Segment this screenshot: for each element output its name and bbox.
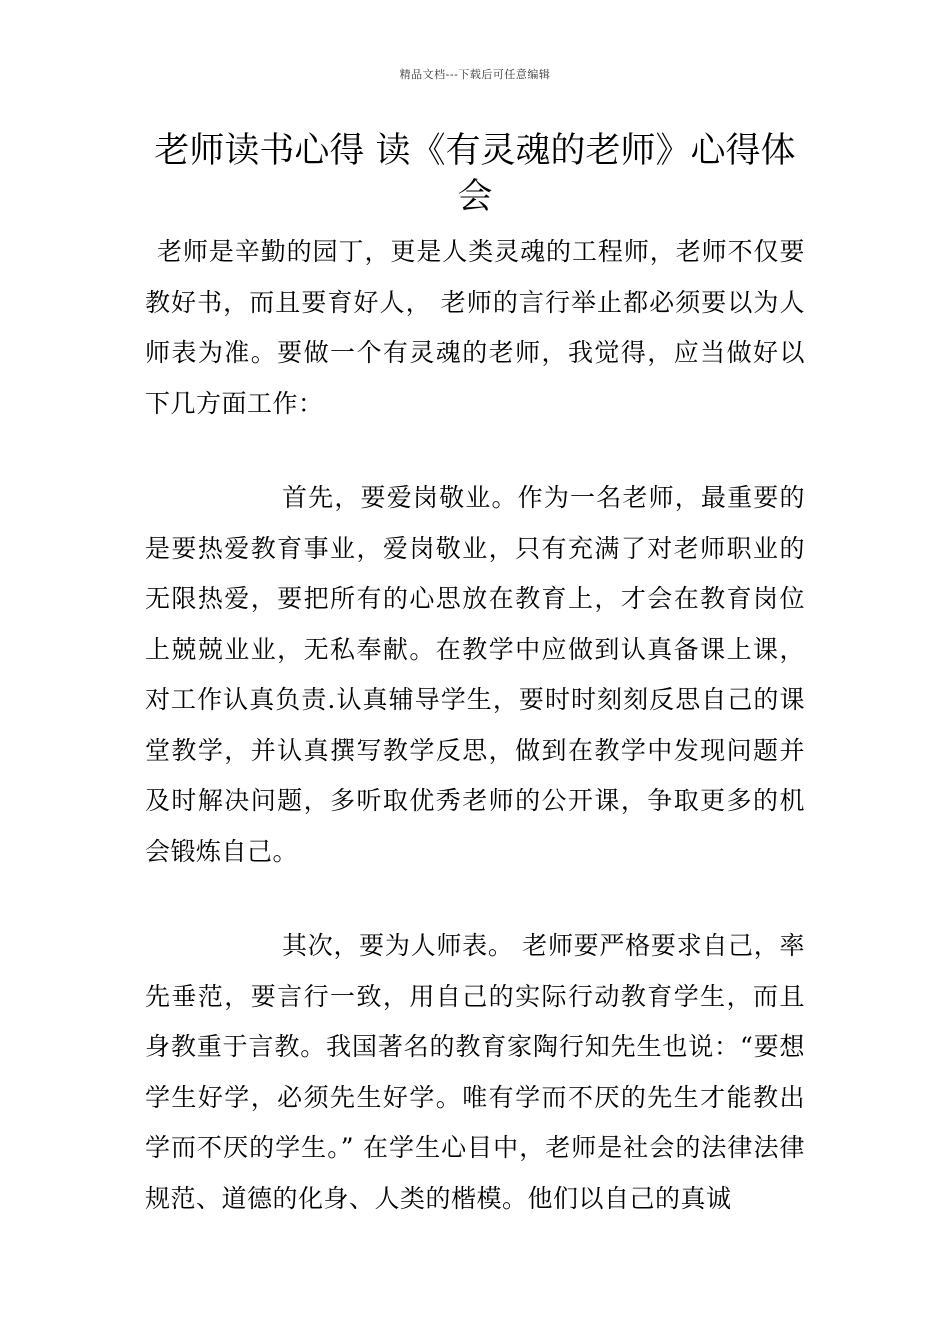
paragraph-intro: 老师是辛勤的园丁，更是人类灵魂的工程师，老师不仅要教好书，而且要育好人， 老师的言行举止都必须要以为人师表为准。要做一个有灵魂的老师，我觉得，应当做好以下几方面工作： [145,237,805,418]
document-title: 老师读书心得 读《有灵魂的老师》心得体会 [154,131,796,217]
header-note: 精品文档---下载后可任意编辑 [399,68,551,81]
paragraph-first-point: 首先，要爱岗敬业。作为一名老师，最重要的是要热爱教育事业，爱岗敬业，只有充满了对老师职业的无限热爱，要把所有的心思放在教育上，才会在教育岗位上兢兢业业，无私奉献。在教学中应做到认真备课上课，对工作认真负责.认真辅导学生，要时时刻刻反思自己的课堂教学，并认真撰写教学反思，做到在教学中发现问题并及时解决问题，多听取优秀老师的公开课，争取更多的机会锻炼自己。 [145,483,805,866]
paragraph-second-point: 其次，要为人师表。 老师要严格要求自己，率先垂范，要言行一致，用自己的实际行动教育学生，而且身教重于言教。我国著名的教育家陶行知先生也说：“要想学生好学，必须先生好学。唯有学而不厌的先生才能教出学而不厌的学生。” 在学生心目中，老师是社会的法律法律规范、道德的化身、人类的楷模。他们以自己的真诚 [145,931,805,1213]
